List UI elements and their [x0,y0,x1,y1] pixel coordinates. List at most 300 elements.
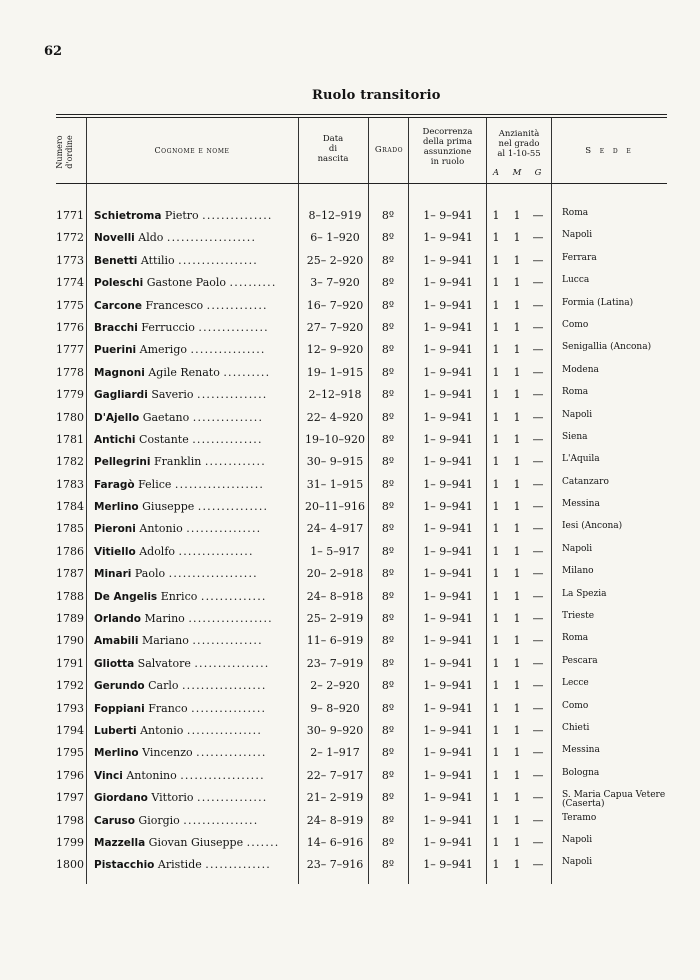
row-number: 1794 [56,723,84,737]
row-number: 1789 [56,612,84,626]
dot-leaders: ............... [202,209,273,222]
dot-leaders: ................ [183,813,259,827]
table-row [0,205,700,227]
header-decorrenza [409,127,486,167]
anz-days: — [532,343,544,357]
anz-days: — [532,634,544,648]
header-anz-line: Anzianità [498,129,540,139]
header-data [300,134,366,164]
birth-date: 24– 8–919 [306,813,364,827]
surname: Novelli [94,232,135,245]
surname: Merlino [94,501,139,514]
decorrenza: 1– 9–941 [423,477,473,491]
sede: Napoli [562,834,593,845]
anz-days: — [532,813,544,827]
grade: 8º [381,634,395,648]
anz-months: 1 [513,634,521,648]
birth-date: 9– 8–920 [310,701,360,715]
row-name [94,724,292,737]
birth-date: 8–12–919 [308,209,362,222]
surname: Mazzella [94,836,146,849]
first-name: Amerigo [139,343,187,357]
anz-days: — [532,276,544,290]
first-name: Vittorio [151,791,194,805]
table-row [0,272,700,294]
row-name [94,254,292,267]
sede: Como [562,700,589,711]
row-number: 1796 [56,768,84,782]
header-dec-line: Decorrenza [422,127,473,137]
header-data-line: Data [322,134,344,144]
row-name [94,702,292,715]
dot-leaders: .................. [180,768,265,782]
table-row [0,810,700,832]
anz-days: — [532,791,544,805]
surname: Bracchi [94,321,138,334]
anz-days: — [532,253,544,267]
anz-years: 1 [492,858,500,872]
surname: Caruso [94,814,135,827]
grade: 8º [381,791,395,805]
row-name [94,634,292,647]
decorrenza: 1– 9–941 [423,768,473,782]
dot-leaders: ............... [197,500,269,514]
birth-date: 22– 4–920 [306,410,364,424]
grade: 8º [381,365,395,379]
dot-leaders: .......... [223,365,271,379]
table-row [0,362,700,384]
row-name [94,433,292,446]
decorrenza: 1– 9–941 [423,410,473,424]
first-name: Franklin [154,455,202,469]
anz-years: 1 [492,209,500,222]
header-grado: Grado [374,145,404,155]
anz-days: — [532,768,544,782]
birth-date: 30– 9–920 [306,723,364,737]
sede: Napoli [562,543,593,554]
first-name: Francesco [145,298,204,312]
row-number: 1797 [56,791,84,805]
row-name [94,276,292,289]
dot-leaders: .................. [188,612,273,626]
first-name: Franco [148,701,188,715]
surname: Vitiello [94,545,136,558]
sede: Teramo [562,812,597,823]
sede: Lecce [562,678,589,689]
surname: Schietroma [94,210,162,222]
table-body [0,205,700,877]
decorrenza: 1– 9–941 [423,544,473,558]
sede: Ferrara [562,252,597,263]
grade: 8º [381,612,395,626]
anz-months: 1 [513,522,521,536]
birth-date: 21– 2–919 [306,791,364,805]
anz-months: 1 [513,388,521,402]
row-name [94,567,292,580]
header-anz-g: G [534,168,542,178]
sede: Messina [562,745,600,756]
surname: Magnoni [94,366,145,379]
decorrenza: 1– 9–941 [423,791,473,805]
surname: Merlino [94,747,139,760]
table-row [0,630,700,652]
grade: 8º [381,522,395,536]
grade: 8º [381,209,395,222]
birth-date: 14– 6–916 [306,835,364,849]
table-row [0,742,700,764]
anz-days: — [532,567,544,581]
dot-leaders: ............... [197,388,268,402]
anz-years: 1 [492,343,500,357]
row-number: 1784 [56,500,84,514]
dot-leaders: ............. [204,455,266,469]
decorrenza: 1– 9–941 [423,209,473,222]
table-row [0,518,700,540]
row-name [94,858,292,871]
sede: Bologna [562,767,600,778]
surname: Foppiani [94,702,145,715]
decorrenza: 1– 9–941 [423,567,473,581]
sede: La Spezia [562,588,607,599]
sede: S. Maria Capua Vetere (Caserta) [562,790,666,810]
dot-leaders: ............... [192,634,263,648]
table-row [0,339,700,361]
surname: Orlando [94,613,141,626]
sede: Messina [562,499,600,510]
surname: Minari [94,568,132,581]
decorrenza: 1– 9–941 [423,253,473,267]
row-number: 1783 [56,477,84,491]
anz-months: 1 [513,589,521,603]
header-numero: Numero d'ordine [55,135,74,169]
surname: Poleschi [94,277,144,290]
row-name [94,500,292,513]
first-name: Mariano [141,634,189,648]
anz-months: 1 [513,253,521,267]
anz-years: 1 [492,500,500,514]
surname: Amabili [94,635,139,648]
birth-date: 2–12–918 [308,388,362,402]
header-dec-line: assunzione [423,147,472,157]
anz-years: 1 [492,455,500,469]
sede: Chieti [562,722,590,733]
sede: Roma [562,208,589,218]
surname: Pistacchio [94,859,155,872]
anz-months: 1 [513,343,521,357]
sede: Senigallia (Ancona) [562,342,652,353]
anz-months: 1 [513,320,521,334]
dot-leaders: .......... [229,276,277,290]
decorrenza: 1– 9–941 [423,835,473,849]
anz-days: — [532,432,544,446]
surname: D'Ajello [94,411,140,424]
grade: 8º [381,858,395,872]
table-row [0,429,700,451]
birth-date: 2– 2–920 [310,679,360,693]
decorrenza: 1– 9–941 [423,343,473,357]
grade: 8º [381,320,395,334]
table-row [0,832,700,854]
anz-months: 1 [513,209,521,222]
anz-months: 1 [513,701,521,715]
anz-years: 1 [492,432,500,446]
grade: 8º [381,567,395,581]
dot-leaders: ............... [196,746,267,760]
table-row [0,250,700,272]
grade: 8º [381,343,395,357]
surname: Pellegrini [94,456,151,469]
sede: Lucca [562,275,590,286]
grade: 8º [381,253,395,267]
surname: Gagliardi [94,389,148,402]
table-row [0,653,700,675]
first-name: Ferruccio [141,320,195,334]
row-name [94,836,292,849]
row-number: 1781 [56,432,84,446]
anz-years: 1 [492,298,500,312]
header-anzianita [487,129,551,159]
row-name [94,814,292,827]
grade: 8º [381,813,395,827]
anz-years: 1 [492,410,500,424]
anz-years: 1 [492,253,500,267]
sede: Napoli [562,409,593,420]
dot-leaders: ............... [192,432,263,446]
sede: Pescara [562,655,598,666]
anz-days: — [532,723,544,737]
anz-days: — [532,388,544,402]
anz-years: 1 [492,656,500,670]
decorrenza: 1– 9–941 [423,858,473,872]
anz-days: — [532,410,544,424]
dot-leaders: ................ [191,701,267,715]
sede: Napoli [562,857,593,868]
sede: Catanzaro [562,476,609,487]
table-row [0,227,700,249]
first-name: Antonio [139,522,183,536]
dot-leaders: ................... [166,231,257,245]
anz-years: 1 [492,477,500,491]
first-name: Giuseppe [142,500,195,514]
anz-months: 1 [513,365,521,379]
sede: Iesi (Ancona) [562,521,623,532]
first-name: Giovan Giuseppe [148,835,244,849]
sede: Roma [562,387,589,398]
row-name [94,231,292,244]
row-number: 1790 [56,634,84,648]
first-name: Antonio [140,723,184,737]
birth-date: 24– 4–917 [306,522,364,536]
dot-leaders: ................ [178,544,254,558]
decorrenza: 1– 9–941 [423,656,473,670]
grade: 8º [381,768,395,782]
birth-date: 27– 7–920 [306,320,364,334]
dot-leaders: ................ [194,656,270,670]
dot-leaders: ................. [178,253,258,267]
row-number: 1798 [56,813,84,827]
row-name [94,343,292,356]
page-number: 62 [44,44,63,59]
grade: 8º [381,298,395,312]
row-name [94,388,292,401]
anz-months: 1 [513,723,521,737]
table-row [0,474,700,496]
dot-leaders: ............... [192,410,264,424]
grade: 8º [381,432,395,446]
anz-years: 1 [492,589,500,603]
birth-date: 12– 9–920 [306,343,364,357]
surname: Vinci [94,769,123,782]
birth-date: 20– 2–918 [306,567,364,581]
row-number: 1800 [56,858,84,872]
first-name: Agile Renato [148,365,220,379]
anz-years: 1 [492,791,500,805]
row-number: 1779 [56,388,84,402]
anz-years: 1 [492,835,500,849]
first-name: Salvatore [137,656,191,670]
anz-months: 1 [513,858,521,872]
row-number: 1793 [56,701,84,715]
birth-date: 19– 1–915 [306,365,364,379]
anz-days: — [532,746,544,760]
dot-leaders: .............. [200,589,267,603]
row-number: 1780 [56,410,84,424]
anz-months: 1 [513,791,521,805]
row-name [94,769,292,782]
birth-date: 24– 8–918 [306,589,364,603]
header-dec-line: in ruolo [430,157,465,167]
anz-days: — [532,701,544,715]
dot-leaders: .............. [205,858,272,872]
anz-years: 1 [492,723,500,737]
table-row [0,608,700,630]
anz-days: — [532,298,544,312]
anz-days: — [532,612,544,626]
anz-days: — [532,522,544,536]
first-name: Costante [139,432,189,446]
dot-leaders: ................... [174,477,265,491]
decorrenza: 1– 9–941 [423,589,473,603]
anz-months: 1 [513,746,521,760]
table-row [0,384,700,406]
anz-months: 1 [513,298,521,312]
table-row [0,675,700,697]
grade: 8º [381,723,395,737]
surname: Gerundo [94,680,145,693]
row-name [94,209,292,222]
grade: 8º [381,500,395,514]
decorrenza: 1– 9–941 [423,612,473,626]
row-number: 1774 [56,276,84,290]
grade: 8º [381,231,395,245]
decorrenza: 1– 9–941 [423,634,473,648]
anz-months: 1 [513,455,521,469]
grade: 8º [381,835,395,849]
header-nome: Cognome e nome [154,146,230,155]
table-row [0,451,700,473]
first-name: Antonino [126,768,177,782]
anz-days: — [532,679,544,693]
anz-days: — [532,365,544,379]
decorrenza: 1– 9–941 [423,365,473,379]
row-number: 1775 [56,298,84,312]
birth-date: 3– 7–920 [310,276,360,290]
table-row [0,586,700,608]
decorrenza: 1– 9–941 [423,320,473,334]
row-name [94,657,292,670]
surname: Faragò [94,478,135,491]
surname: Luberti [94,724,137,737]
row-name [94,321,292,334]
surname: Antichi [94,433,136,446]
dot-leaders: ............. [206,298,268,312]
dot-leaders: .................. [181,679,267,693]
dot-leaders: ............... [197,791,268,805]
grade: 8º [381,455,395,469]
anz-days: — [532,477,544,491]
row-name [94,455,292,468]
row-number: 1782 [56,455,84,469]
surname: Benetti [94,254,138,267]
grade: 8º [381,388,395,402]
birth-date: 2– 1–917 [310,746,360,760]
anz-months: 1 [513,813,521,827]
birth-date: 25– 2–920 [306,253,364,267]
table-row [0,295,700,317]
anz-days: — [532,500,544,514]
header-dec-line: della prima [422,137,473,147]
dot-leaders: ............... [198,320,269,334]
table-row [0,541,700,563]
anz-months: 1 [513,276,521,290]
row-number: 1799 [56,835,84,849]
table-row [0,698,700,720]
decorrenza: 1– 9–941 [423,522,473,536]
row-name [94,746,292,759]
decorrenza: 1– 9–941 [423,231,473,245]
decorrenza: 1– 9–941 [423,746,473,760]
surname: Giordano [94,792,148,805]
row-number: 1795 [56,746,84,760]
anz-years: 1 [492,634,500,648]
anz-months: 1 [513,768,521,782]
anz-days: — [532,320,544,334]
anz-days: — [532,656,544,670]
birth-date: 25– 2–919 [306,612,364,626]
sede: Napoli [562,230,593,241]
header-anz-a: A [492,168,500,178]
anz-months: 1 [513,567,521,581]
row-number: 1786 [56,544,84,558]
sede: Modena [562,364,599,375]
anz-days: — [532,455,544,469]
row-number: 1787 [56,567,84,581]
birth-date: 23– 7–919 [306,656,364,670]
row-number: 1777 [56,343,84,357]
row-number: 1791 [56,656,84,670]
decorrenza: 1– 9–941 [423,701,473,715]
anz-months: 1 [513,656,521,670]
anz-days: — [532,858,544,872]
birth-date: 31– 1–915 [306,477,364,491]
first-name: Saverio [151,388,194,402]
anz-years: 1 [492,388,500,402]
row-name [94,478,292,491]
grade: 8º [381,701,395,715]
anz-months: 1 [513,612,521,626]
anz-days: — [532,589,544,603]
anz-months: 1 [513,231,521,245]
